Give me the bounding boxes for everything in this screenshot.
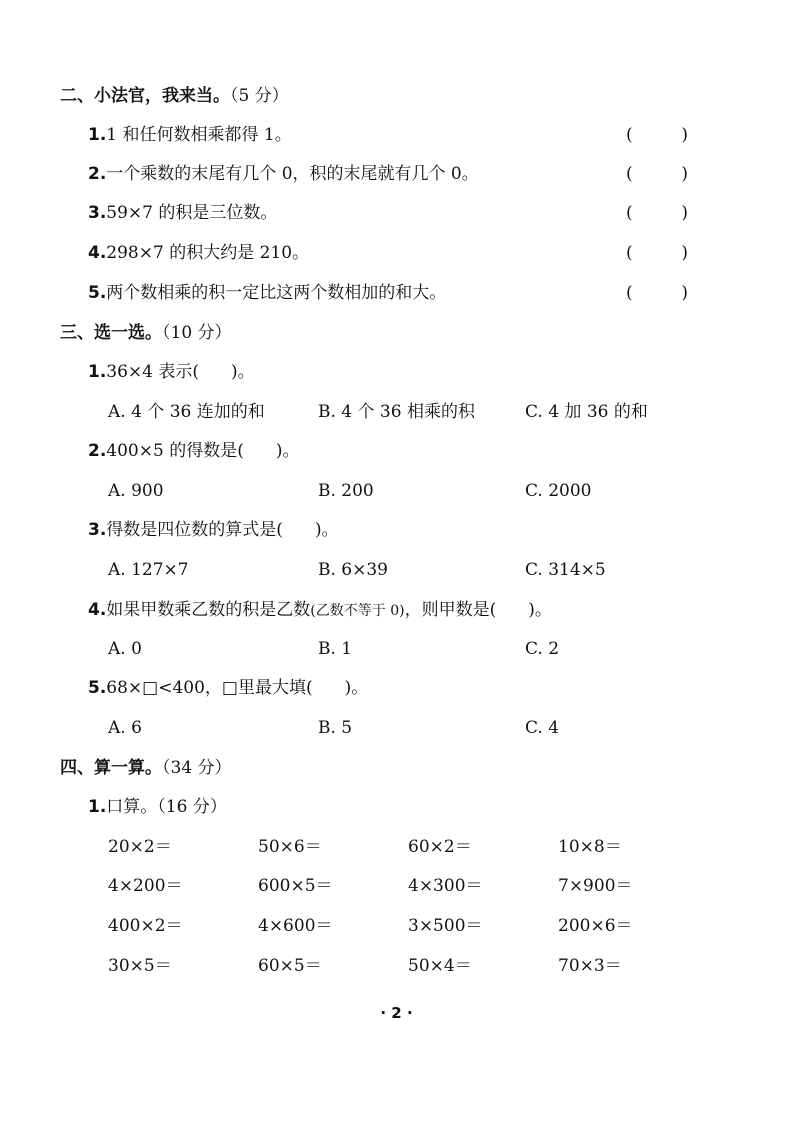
option-c[interactable]: C. 2000 [525, 481, 592, 501]
section-2-title: 二、小法官，我来当。 [60, 86, 230, 106]
question-number: 5. [88, 283, 107, 303]
question-number: 4. [88, 600, 107, 620]
close-paren: ) [681, 283, 688, 303]
mental-math-item: 4×200＝ [108, 876, 183, 896]
question-text: 得数是四位数的算式是( [106, 520, 283, 540]
choice-question-5 [88, 677, 368, 699]
question-number: 1. [88, 362, 107, 382]
mental-math-item: 3×500＝ [408, 916, 483, 936]
mental-math-item: 60×5＝ [258, 956, 322, 976]
question-number: 3. [88, 203, 107, 223]
mental-math-item: 70×3＝ [558, 956, 622, 976]
answer-blank-1[interactable] [626, 124, 688, 146]
question-text: 400×5 的得数是( [106, 441, 244, 461]
question-text-end: )。 [528, 600, 552, 620]
answer-blank-5[interactable] [626, 282, 688, 304]
section-4-score: （34 分） [162, 758, 232, 778]
question-text: 298×7 的积大约是 210。 [106, 243, 310, 263]
question-score: （16 分） [157, 797, 227, 817]
section-3-title: 三、选一选。 [60, 323, 162, 343]
judge-question-3 [88, 202, 277, 224]
section-4-title: 四、算一算。 [60, 758, 162, 778]
section-2-heading [60, 85, 289, 107]
option-c[interactable]: C. 2 [525, 639, 560, 659]
question-number: 1. [88, 797, 107, 817]
option-a[interactable]: A. 0 [108, 639, 142, 659]
option-c[interactable]: C. 4 [525, 718, 560, 738]
page-number: · 2 · [380, 1004, 413, 1022]
option-b[interactable]: B. 6×39 [318, 560, 388, 580]
section-4-heading [60, 757, 232, 779]
mental-math-item: 50×4＝ [408, 956, 472, 976]
question-number: 5. [88, 678, 107, 698]
question-note: (乙数不等于 0) [310, 603, 405, 619]
option-b[interactable]: B. 1 [318, 639, 353, 659]
mental-math-item: 50×6＝ [258, 837, 322, 857]
question-text-end: )。 [275, 441, 300, 461]
question-number: 1. [88, 125, 107, 145]
open-paren: ( [626, 243, 633, 263]
question-text: 1 和任何数相乘都得 1。 [106, 125, 292, 145]
judge-question-5 [88, 282, 446, 304]
open-paren: ( [626, 283, 633, 303]
judge-question-1 [88, 124, 292, 146]
option-b[interactable]: B. 200 [318, 481, 374, 501]
judge-question-4 [88, 242, 309, 264]
choice-question-1 [88, 361, 255, 383]
question-text: 如果甲数乘乙数的积是乙数 [106, 600, 311, 620]
close-paren: ) [681, 243, 688, 263]
judge-question-2 [88, 163, 479, 185]
choice-question-4 [88, 599, 552, 622]
option-b[interactable]: B. 4 个 36 相乘的积 [318, 402, 475, 422]
mental-math-item: 400×2＝ [108, 916, 183, 936]
mental-math-item: 7×900＝ [558, 876, 633, 896]
question-text: 59×7 的积是三位数。 [106, 203, 278, 223]
section-3-heading [60, 322, 232, 344]
answer-blank-4[interactable] [626, 242, 688, 264]
close-paren: ) [681, 125, 688, 145]
mental-math-item: 4×600＝ [258, 916, 333, 936]
question-text-end: )。 [314, 520, 339, 540]
option-b[interactable]: B. 5 [318, 718, 353, 738]
question-number: 2. [88, 441, 107, 461]
question-number: 3. [88, 520, 107, 540]
open-paren: ( [626, 125, 633, 145]
question-text-mid: ，则甲数是( [404, 600, 497, 620]
sub-question-1 [88, 796, 227, 818]
open-paren: ( [626, 164, 633, 184]
open-paren: ( [626, 203, 633, 223]
mental-math-item: 30×5＝ [108, 956, 172, 976]
option-c[interactable]: C. 4 加 36 的和 [525, 402, 648, 422]
question-text: 68×□<400，□里最大填( [106, 678, 313, 698]
answer-blank-3[interactable] [626, 202, 688, 224]
close-paren: ) [681, 203, 688, 223]
question-number: 4. [88, 243, 107, 263]
answer-blank-2[interactable] [626, 163, 688, 185]
choice-question-3 [88, 519, 339, 541]
option-a[interactable]: A. 900 [108, 481, 164, 501]
question-text: 36×4 表示( [106, 362, 200, 382]
option-a[interactable]: A. 127×7 [108, 560, 189, 580]
mental-math-item: 20×2＝ [108, 837, 172, 857]
question-text-end: )。 [231, 362, 255, 382]
mental-math-item: 600×5＝ [258, 876, 333, 896]
option-c[interactable]: C. 314×5 [525, 560, 606, 580]
mental-math-item: 60×2＝ [408, 837, 472, 857]
question-text-end: )。 [344, 678, 369, 698]
question-text: 一个乘数的末尾有几个 0，积的末尾就有几个 0。 [106, 164, 479, 184]
mental-math-item: 10×8＝ [558, 837, 622, 857]
close-paren: ) [681, 164, 688, 184]
question-text: 两个数相乘的积一定比这两个数相加的和大。 [106, 283, 447, 303]
mental-math-item: 200×6＝ [558, 916, 633, 936]
choice-question-2 [88, 440, 299, 462]
option-a[interactable]: A. 4 个 36 连加的和 [108, 402, 265, 422]
section-3-score: （10 分） [162, 323, 232, 343]
question-number: 2. [88, 164, 107, 184]
mental-math-item: 4×300＝ [408, 876, 483, 896]
option-a[interactable]: A. 6 [108, 718, 142, 738]
section-2-score: （5 分） [230, 86, 289, 106]
question-text: 口算。 [106, 797, 158, 817]
